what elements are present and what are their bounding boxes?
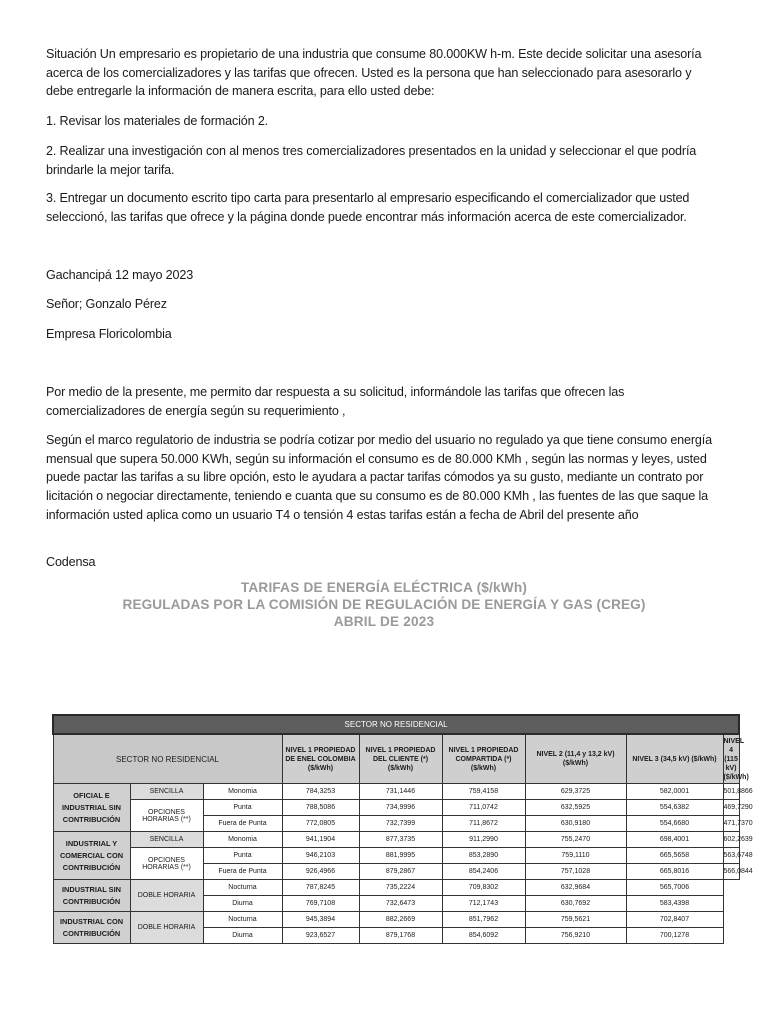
tariff-title-line-1: TARIFAS DE ENERGÍA ELÉCTRICA ($/kWh): [240, 580, 528, 595]
table-cell: 711,0742: [442, 800, 525, 816]
table-cell: 854,2406: [442, 864, 525, 880]
tariff-subtype: Diurna: [203, 928, 282, 944]
table-cell: 469,7290: [723, 800, 739, 816]
tariff-mode: OPCIONES HORARIAS (**): [130, 848, 203, 880]
table-cell: 700,1278: [626, 928, 723, 944]
tariff-table: [52, 714, 753, 944]
row-group-label: INDUSTRIAL Y COMERCIAL CON CONTRIBUCIÓN: [53, 832, 130, 880]
table-cell: 788,5086: [282, 800, 359, 816]
table-cell: 923,6527: [282, 928, 359, 944]
tariff-subtype: Nocturna: [203, 912, 282, 928]
empty-cell: [723, 928, 739, 944]
empty-cell: [723, 896, 739, 912]
provider-name: Codensa: [46, 555, 96, 569]
tariff-title-line-3: ABRIL DE 2023: [333, 614, 435, 629]
table-cell: 734,9996: [359, 800, 442, 816]
tariff-subtype: Punta: [203, 848, 282, 864]
table-cell: 853,2890: [442, 848, 525, 864]
table-cell: 759,4158: [442, 784, 525, 800]
table-cell: 630,7692: [525, 896, 626, 912]
table-cell: 945,3894: [282, 912, 359, 928]
tariff-subtype: Punta: [203, 800, 282, 816]
empty-cell: [723, 880, 739, 896]
table-cell: 911,2990: [442, 832, 525, 848]
table-cell: 665,8016: [626, 864, 723, 880]
table-cell: 735,2224: [359, 880, 442, 896]
column-header: NIVEL 1 PROPIEDAD DE ENEL COLOMBIA ($/kWh): [282, 734, 359, 784]
table-cell: 854,6092: [442, 928, 525, 944]
tariff-subtype: Nocturna: [203, 880, 282, 896]
tariff-subtype: Fuera de Punta: [203, 864, 282, 880]
table-cell: 772,0805: [282, 816, 359, 832]
tariff-mode: DOBLE HORARIA: [130, 912, 203, 944]
row-group-label: OFICIAL E INDUSTRIAL SIN CONTRIBUCIÓN: [53, 784, 130, 832]
table-cell: 755,2470: [525, 832, 626, 848]
letter-company: Empresa Floricolombia: [46, 327, 172, 341]
table-cell: 731,1446: [359, 784, 442, 800]
table-cell: 756,9210: [525, 928, 626, 944]
tariff-subtype: Diurna: [203, 896, 282, 912]
table-cell: 583,4398: [626, 896, 723, 912]
step-1-paragraph: 1. Revisar los materiales de formación 2.: [46, 114, 269, 128]
tariff-mode: SENCILLA: [130, 832, 203, 848]
table-cell: 784,3253: [282, 784, 359, 800]
tariff-table-container: [52, 714, 753, 944]
table-cell: 732,7399: [359, 816, 442, 832]
table-cell: 926,4966: [282, 864, 359, 880]
tariff-subtype: Monomia: [203, 784, 282, 800]
column-header: NIVEL 3 (34,5 kV) ($/kWh): [626, 734, 723, 784]
table-cell: 757,1028: [525, 864, 626, 880]
column-header: NIVEL 2 (11,4 y 13,2 kV) ($/kWh): [525, 734, 626, 784]
table-cell: 702,8407: [626, 912, 723, 928]
table-cell: 881,9995: [359, 848, 442, 864]
table-cell: 882,2669: [359, 912, 442, 928]
table-cell: 632,9684: [525, 880, 626, 896]
table-cell: 759,5621: [525, 912, 626, 928]
tariff-subtype: Fuera de Punta: [203, 816, 282, 832]
table-cell: 879,1768: [359, 928, 442, 944]
table-cell: 629,3725: [525, 784, 626, 800]
table-cell: 787,8245: [282, 880, 359, 896]
letter-date: Gachancipá 12 mayo 2023: [46, 268, 194, 282]
table-cell: 471,7370: [723, 816, 739, 832]
table-cell: 941,1904: [282, 832, 359, 848]
table-cell: 554,6382: [626, 800, 723, 816]
letter-recipient: Señor; Gonzalo Pérez: [46, 297, 167, 311]
step-2-paragraph: 2. Realizar una investigación con al menos tres comercializadores presentados en la unidad y seleccionar el que podría brindarle la mejor tarifa.: [46, 144, 697, 177]
column-header: NIVEL 1 PROPIEDAD DEL CLIENTE (*) ($/kWh): [359, 734, 442, 784]
table-cell: 566,0844: [723, 864, 739, 880]
column-header: NIVEL 1 PROPIEDAD COMPARTIDA (*) ($/kWh): [442, 734, 525, 784]
table-cell: 877,3735: [359, 832, 442, 848]
tariff-mode: SENCILLA: [130, 784, 203, 800]
table-banner: SECTOR NO RESIDENCIAL: [53, 715, 739, 734]
table-cell: 602,2639: [723, 832, 739, 848]
table-cell: 709,8302: [442, 880, 525, 896]
table-cell: 665,5658: [626, 848, 723, 864]
table-cell: 711,8672: [442, 816, 525, 832]
table-cell: 632,5925: [525, 800, 626, 816]
table-cell: 946,2103: [282, 848, 359, 864]
situation-paragraph: Situación Un empresario es propietario de una industria que consume 80.000KW h-m. Este decide solicitar una asesoría acerca de los comercializadores y las tarifas que ofrecen. Usted es la persona que han seleccionado para asesorarlo y debe entregarle la información de manera escrita, para ello usted debe:: [46, 47, 702, 99]
table-cell: 698,4001: [626, 832, 723, 848]
table-cell: 769,7108: [282, 896, 359, 912]
tariff-mode: OPCIONES HORARIAS (**): [130, 800, 203, 832]
table-cell: 565,7006: [626, 880, 723, 896]
row-group-label: INDUSTRIAL CON CONTRIBUCIÓN: [53, 912, 130, 944]
table-cell: 759,1110: [525, 848, 626, 864]
table-cell: 732,6473: [359, 896, 442, 912]
intro-paragraph: Por medio de la presente, me permito dar respuesta a su solicitud, informándole las tarifas que ofrecen las comercializadores de energía según su requerimiento ,: [46, 385, 625, 418]
table-cell: 563,6748: [723, 848, 739, 864]
table-cell: 630,9180: [525, 816, 626, 832]
table-cell: 712,1743: [442, 896, 525, 912]
table-cell: 851,7962: [442, 912, 525, 928]
tariff-title-line-2: REGULADAS POR LA COMISIÓN DE REGULACIÓN DE ENERGÍA Y GAS (CREG): [122, 597, 646, 612]
step-3-paragraph: 3. Entregar un documento escrito tipo carta para presentarlo al empresario especificando el comercializador que usted seleccionó, las tarifas que ofrece y la página donde puede encontrar más información acerca de este comercializador.: [46, 191, 690, 224]
row-group-label: INDUSTRIAL SIN CONTRIBUCIÓN: [53, 880, 130, 912]
table-cell: 501,8866: [723, 784, 739, 800]
tariff-mode: DOBLE HORARIA: [130, 880, 203, 912]
table-cell: 582,0001: [626, 784, 723, 800]
table-corner-header: SECTOR NO RESIDENCIAL: [53, 734, 282, 784]
table-cell: 554,6680: [626, 816, 723, 832]
body-paragraph: Según el marco regulatorio de industria se podría cotizar por medio del usuario no regulado ya que tiene consumo energía mensual que supera 50.000 KWh, según su información el consumo es de 80.000 KMh , según las normas y leyes, usted puede pactar las tarifas a su libre opción, esto le ayudara a pactar tarifas cómodos ya su gusto, mediante un contrato por licitación o negociar directamente, teniendo e cuanta que su consumo es de 80.000 KMh , las fuentes de las que saque la información usted aplica como un usuario T4 o tensión 4 estas tarifas están a fecha de Abril del presente año: [46, 433, 712, 522]
column-header: NIVEL 4 (115 kV) ($/kWh): [723, 734, 739, 784]
empty-cell: [723, 912, 739, 928]
table-cell: 879,2867: [359, 864, 442, 880]
tariff-subtype: Monomia: [203, 832, 282, 848]
